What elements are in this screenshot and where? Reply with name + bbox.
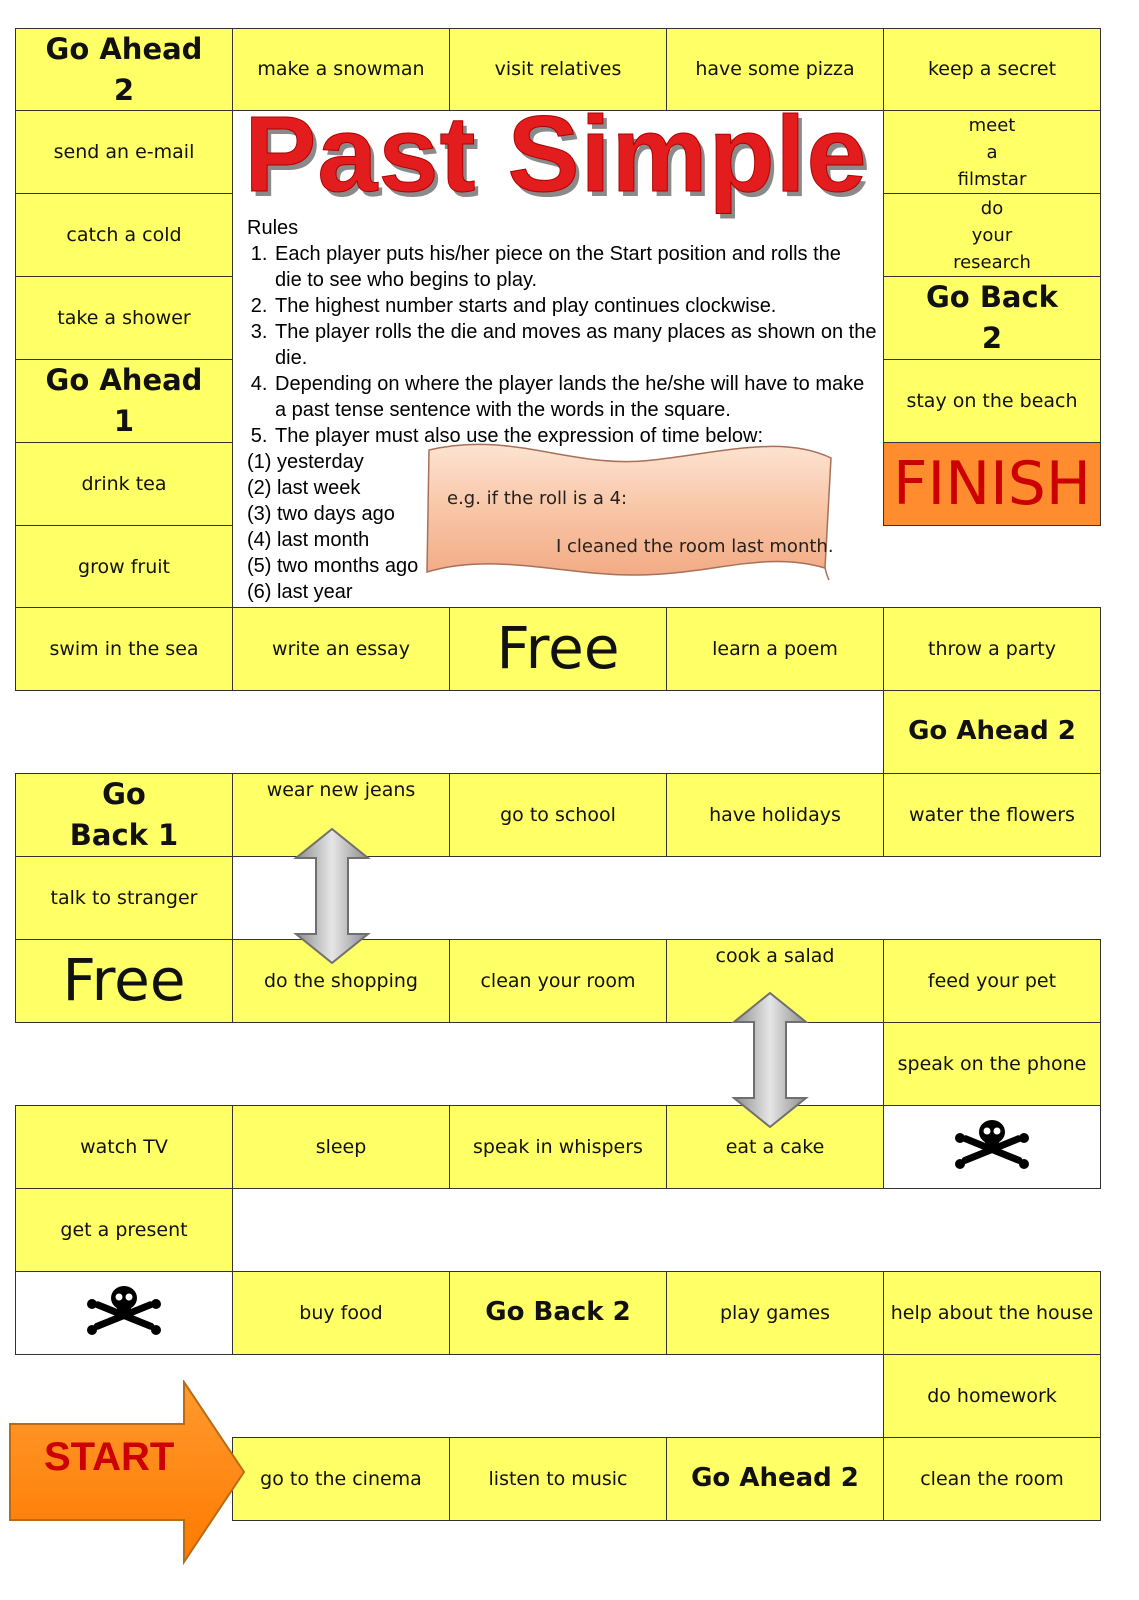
square-meet-a-filmstar [883,110,1101,194]
rules-heading: Rules [247,217,299,239]
square-go-ahead-2: Go Ahead 2 [883,690,1101,774]
square-label: 2 [113,72,135,107]
square-go-back-2 [883,276,1101,360]
square-feed-your-pet: feed your pet [883,939,1101,1023]
square-go-back-1 [15,773,233,857]
page-title: Past Simple [244,93,868,214]
square-have-some-pizza: have some pizza [666,28,884,111]
square-speak-in-whispers: speak in whispers [449,1105,667,1189]
square-label: research [953,251,1031,273]
square-label: your [971,224,1013,246]
double-arrow-icon [730,990,810,1130]
time-expression: (2) last week [247,477,361,499]
square-stay-on-the-beach: stay on the beach [883,359,1101,443]
square-do-your-research [883,193,1101,277]
rule-item: 1. Each player puts his/her piece on the Start position and rolls the die to see who begins to play. [273,241,855,293]
square-label: filmstar [957,168,1027,190]
square-label: 2 [981,321,1003,355]
square-visit-relatives: visit relatives [449,28,667,111]
square-skull-hazard [15,1271,233,1355]
square-talk-to-stranger: talk to stranger [15,856,233,940]
square-label: a [986,141,998,163]
square-drink-tea: drink tea [15,442,233,526]
square-label: do [980,197,1004,219]
square-have-holidays: have holidays [666,773,884,857]
square-clean-your-room: clean your room [449,939,667,1023]
time-expression: (6) last year [247,581,353,603]
skull-crossbones-icon [84,1282,164,1344]
square-watch-tv: watch TV [15,1105,233,1189]
square-learn-a-poem: learn a poem [666,607,884,691]
square-buy-food: buy food [232,1271,450,1355]
square-sleep: sleep [232,1105,450,1189]
square-help-about-the-house: help about the house [883,1271,1101,1355]
square-water-the-flowers: water the flowers [883,773,1101,857]
time-expression: (3) two days ago [247,503,395,525]
square-write-an-essay: write an essay [232,607,450,691]
square-label: 1 [113,404,135,438]
square-go-to-the-cinema: go to the cinema [232,1437,450,1521]
skull-crossbones-icon [952,1116,1032,1178]
rule-item: 4. Depending on where the player lands the he/she will have to make a past tense sentence with the words in the square. [273,371,880,423]
time-expression: (5) two months ago [247,555,419,577]
square-label: Go Back [926,280,1058,315]
square-label: meet [968,114,1016,136]
square-free: Free [15,939,233,1023]
square-clean-the-room: clean the room [883,1437,1101,1521]
rule-item: 3. The player rolls the die and moves as many places as shown on the die. [273,319,887,371]
square-skull-hazard [883,1105,1101,1189]
time-expression: (4) last month [247,529,370,551]
rules-list [247,241,887,449]
square-catch-a-cold: catch a cold [15,193,233,277]
square-send-an-email: send an e-mail [15,110,233,194]
square-get-a-present: get a present [15,1188,233,1272]
square-make-a-snowman: make a snowman [232,28,450,111]
square-wear-new-jeans: wear new jeans [232,773,450,857]
square-do-homework: do homework [883,1354,1101,1438]
square-label: Go [102,777,146,812]
square-go-back-2: Go Back 2 [449,1271,667,1355]
square-go-ahead-2 [15,28,233,111]
square-go-to-school: go to school [449,773,667,857]
square-speak-on-the-phone: speak on the phone [883,1022,1101,1106]
square-label: Go Ahead [45,363,203,398]
square-label: Back 1 [69,818,179,852]
square-keep-a-secret: keep a secret [883,28,1101,111]
square-throw-a-party: throw a party [883,607,1101,691]
finish-square: FINISH [883,442,1101,526]
square-play-games: play games [666,1271,884,1355]
square-take-a-shower: take a shower [15,276,233,360]
square-label: Go Ahead [45,31,203,66]
square-swim-in-the-sea: swim in the sea [15,607,233,691]
square-free: Free [449,607,667,691]
rule-item: 2. The highest number starts and play continues clockwise. [273,293,887,319]
square-do-the-shopping: do the shopping [232,939,450,1023]
start-label: START [44,1435,175,1479]
example-sentence: I cleaned the room last month. [556,536,834,557]
square-listen-to-music: listen to music [449,1437,667,1521]
time-expression: (1) yesterday [247,451,364,473]
square-grow-fruit: grow fruit [15,525,233,609]
rule-item: 5. The player must also use the expression of time below: [273,423,887,449]
square-eat-a-cake: eat a cake [666,1105,884,1189]
example-scroll-banner [423,440,843,590]
example-line: e.g. if the roll is a 4: [447,488,628,509]
double-arrow-icon [292,826,372,966]
square-go-ahead-1 [15,359,233,443]
square-cook-a-salad: cook a salad [666,939,884,1023]
square-go-ahead-2: Go Ahead 2 [666,1437,884,1521]
